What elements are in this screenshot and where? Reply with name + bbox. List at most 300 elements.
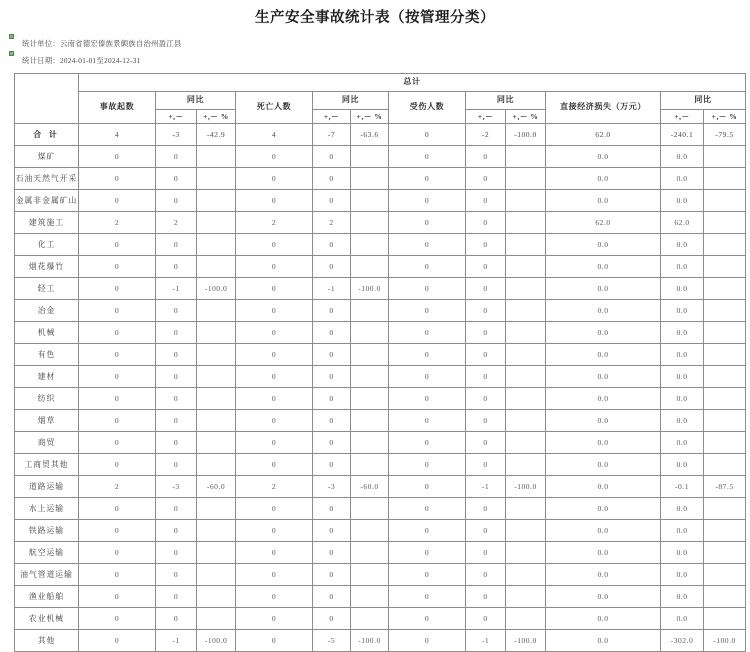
meta-value-date: 2024-01-01至2024-12-31 bbox=[59, 56, 141, 66]
row-value-cell: 0.0 bbox=[661, 168, 704, 190]
table-row bbox=[15, 124, 746, 146]
row-value-cell: 0 bbox=[313, 498, 351, 520]
row-value-cell: -100.0 bbox=[351, 630, 389, 652]
row-value-cell: 2 bbox=[79, 476, 156, 498]
row-value-cell: 0 bbox=[156, 234, 197, 256]
table-row bbox=[15, 608, 746, 630]
row-value-cell: 0 bbox=[236, 520, 313, 542]
row-value-cell: 0 bbox=[236, 498, 313, 520]
row-value-cell: -1 bbox=[466, 476, 506, 498]
row-category-label: 建材 bbox=[15, 366, 79, 388]
header-sub-accidents-pct: +,－ % bbox=[197, 110, 236, 124]
table-row bbox=[15, 212, 746, 234]
meta-line-date bbox=[0, 56, 750, 66]
row-value-cell: 0.0 bbox=[546, 300, 661, 322]
row-value-cell: -5 bbox=[313, 630, 351, 652]
row-value-cell: 0 bbox=[389, 608, 466, 630]
row-value-cell: 0 bbox=[313, 344, 351, 366]
row-value-cell bbox=[197, 300, 236, 322]
row-category-label: 油气管道运输 bbox=[15, 564, 79, 586]
row-value-cell: 0 bbox=[79, 366, 156, 388]
row-value-cell: 0 bbox=[79, 388, 156, 410]
meta-value-unit: 云南省德宏傣族景颇族自治州盈江县 bbox=[59, 39, 182, 49]
row-value-cell: 0 bbox=[466, 454, 506, 476]
row-value-cell: 0 bbox=[236, 344, 313, 366]
row-value-cell: -2 bbox=[466, 124, 506, 146]
row-value-cell: 0 bbox=[313, 388, 351, 410]
row-value-cell: 0 bbox=[313, 586, 351, 608]
row-value-cell: 0 bbox=[389, 190, 466, 212]
meta-label-unit: 统计单位： bbox=[22, 39, 60, 49]
row-value-cell: 0.0 bbox=[546, 256, 661, 278]
row-value-cell: 0.0 bbox=[546, 278, 661, 300]
row-value-cell: 2 bbox=[156, 212, 197, 234]
row-value-cell bbox=[506, 542, 546, 564]
row-value-cell: 0 bbox=[236, 608, 313, 630]
row-value-cell bbox=[704, 410, 746, 432]
row-value-cell: 0.0 bbox=[546, 190, 661, 212]
row-value-cell bbox=[351, 366, 389, 388]
row-value-cell bbox=[197, 146, 236, 168]
row-value-cell: 0 bbox=[313, 234, 351, 256]
smart-tag-icon[interactable] bbox=[9, 34, 14, 39]
row-value-cell bbox=[351, 586, 389, 608]
row-value-cell: 0.0 bbox=[546, 630, 661, 652]
table-row bbox=[15, 300, 746, 322]
row-value-cell: -42.9 bbox=[197, 124, 236, 146]
row-value-cell: 0.0 bbox=[661, 410, 704, 432]
row-value-cell: 0 bbox=[236, 542, 313, 564]
row-category-label: 航空运输 bbox=[15, 542, 79, 564]
row-category-label: 水上运输 bbox=[15, 498, 79, 520]
row-value-cell: 0 bbox=[79, 146, 156, 168]
row-value-cell: 0 bbox=[79, 278, 156, 300]
row-value-cell: 0 bbox=[79, 190, 156, 212]
table-head bbox=[15, 74, 746, 124]
row-value-cell: 0.0 bbox=[546, 454, 661, 476]
row-value-cell bbox=[506, 388, 546, 410]
row-value-cell: 0.0 bbox=[546, 366, 661, 388]
row-category-label: 其他 bbox=[15, 630, 79, 652]
row-value-cell: 0 bbox=[156, 146, 197, 168]
row-category-label: 渔业船舶 bbox=[15, 586, 79, 608]
row-value-cell bbox=[506, 190, 546, 212]
row-value-cell: 0.0 bbox=[661, 300, 704, 322]
row-value-cell: 0 bbox=[79, 344, 156, 366]
row-value-cell bbox=[704, 256, 746, 278]
row-value-cell: 0 bbox=[389, 454, 466, 476]
row-value-cell bbox=[704, 322, 746, 344]
table-row bbox=[15, 146, 746, 168]
row-value-cell: 0 bbox=[236, 234, 313, 256]
row-value-cell: 0.0 bbox=[661, 278, 704, 300]
row-category-label: 轻工 bbox=[15, 278, 79, 300]
row-value-cell bbox=[506, 278, 546, 300]
table-row bbox=[15, 366, 746, 388]
row-value-cell: 0 bbox=[466, 344, 506, 366]
row-category-label: 商贸 bbox=[15, 432, 79, 454]
row-value-cell: 0 bbox=[156, 168, 197, 190]
row-value-cell bbox=[506, 322, 546, 344]
row-value-cell: 0 bbox=[466, 322, 506, 344]
row-value-cell: 0 bbox=[466, 388, 506, 410]
row-value-cell: -1 bbox=[156, 630, 197, 652]
row-value-cell: 0 bbox=[236, 190, 313, 212]
row-value-cell: 62.0 bbox=[661, 212, 704, 234]
row-value-cell bbox=[506, 168, 546, 190]
table-row bbox=[15, 168, 746, 190]
row-value-cell bbox=[197, 190, 236, 212]
header-col-loss-yoy: 同比 bbox=[661, 92, 746, 110]
header-sub-accidents-diff: +,－ bbox=[156, 110, 197, 124]
row-value-cell: 0 bbox=[389, 256, 466, 278]
row-value-cell: 0 bbox=[389, 542, 466, 564]
table-row bbox=[15, 564, 746, 586]
row-value-cell bbox=[506, 432, 546, 454]
row-value-cell: 0.0 bbox=[546, 586, 661, 608]
row-value-cell bbox=[351, 454, 389, 476]
row-value-cell bbox=[351, 432, 389, 454]
row-value-cell bbox=[704, 608, 746, 630]
row-category-label: 农业机械 bbox=[15, 608, 79, 630]
row-category-label: 冶金 bbox=[15, 300, 79, 322]
row-value-cell: -100.0 bbox=[704, 630, 746, 652]
row-value-cell: 0.0 bbox=[546, 410, 661, 432]
table-row bbox=[15, 586, 746, 608]
row-value-cell bbox=[704, 586, 746, 608]
row-value-cell bbox=[704, 432, 746, 454]
row-value-cell bbox=[197, 542, 236, 564]
row-category-label: 道路运输 bbox=[15, 476, 79, 498]
table-row bbox=[15, 388, 746, 410]
row-value-cell: 0 bbox=[79, 410, 156, 432]
row-value-cell: 0 bbox=[389, 300, 466, 322]
row-value-cell: 62.0 bbox=[546, 124, 661, 146]
row-value-cell: 0.0 bbox=[661, 388, 704, 410]
row-value-cell: 0 bbox=[466, 190, 506, 212]
row-value-cell bbox=[197, 586, 236, 608]
row-value-cell: 0.0 bbox=[546, 564, 661, 586]
row-value-cell: 0 bbox=[156, 256, 197, 278]
row-value-cell: 0.0 bbox=[661, 454, 704, 476]
row-value-cell: 0 bbox=[466, 212, 506, 234]
row-value-cell: 0 bbox=[466, 432, 506, 454]
row-value-cell: 0.0 bbox=[661, 586, 704, 608]
row-value-cell: 0 bbox=[236, 586, 313, 608]
row-value-cell: -100.0 bbox=[197, 630, 236, 652]
header-col-injuries-yoy: 同比 bbox=[466, 92, 546, 110]
table-row bbox=[15, 256, 746, 278]
row-value-cell: 0 bbox=[466, 234, 506, 256]
row-value-cell: -240.1 bbox=[661, 124, 704, 146]
table-row bbox=[15, 190, 746, 212]
row-value-cell: 0 bbox=[156, 586, 197, 608]
row-value-cell bbox=[506, 212, 546, 234]
row-value-cell: 0 bbox=[156, 520, 197, 542]
row-value-cell: 0 bbox=[236, 256, 313, 278]
row-value-cell: 0 bbox=[236, 322, 313, 344]
row-value-cell: 0 bbox=[389, 520, 466, 542]
statistics-table bbox=[14, 73, 746, 652]
table-row bbox=[15, 410, 746, 432]
table-row bbox=[15, 476, 746, 498]
row-value-cell bbox=[704, 300, 746, 322]
row-value-cell bbox=[506, 234, 546, 256]
row-value-cell: 0 bbox=[466, 564, 506, 586]
row-value-cell: 0 bbox=[389, 432, 466, 454]
row-value-cell: 0.0 bbox=[661, 190, 704, 212]
row-category-label: 烟花爆竹 bbox=[15, 256, 79, 278]
row-value-cell: 0.0 bbox=[661, 366, 704, 388]
row-value-cell bbox=[506, 146, 546, 168]
row-value-cell bbox=[351, 498, 389, 520]
row-category-label: 工商贸其他 bbox=[15, 454, 79, 476]
row-value-cell bbox=[506, 410, 546, 432]
row-value-cell: 0 bbox=[236, 454, 313, 476]
statistics-table-container bbox=[0, 73, 750, 652]
row-value-cell: 0.0 bbox=[661, 520, 704, 542]
row-value-cell: -1 bbox=[313, 278, 351, 300]
row-value-cell: 0 bbox=[79, 322, 156, 344]
row-value-cell: 62.0 bbox=[546, 212, 661, 234]
row-value-cell: 0 bbox=[313, 542, 351, 564]
row-value-cell: 0 bbox=[313, 146, 351, 168]
row-value-cell bbox=[197, 366, 236, 388]
smart-tag-icon[interactable] bbox=[9, 51, 14, 56]
row-value-cell: 0 bbox=[156, 344, 197, 366]
row-value-cell: 0 bbox=[466, 498, 506, 520]
row-value-cell bbox=[351, 146, 389, 168]
row-value-cell: 0 bbox=[79, 498, 156, 520]
row-value-cell: 0 bbox=[236, 366, 313, 388]
row-value-cell: 0 bbox=[389, 322, 466, 344]
row-value-cell: 0 bbox=[79, 542, 156, 564]
row-value-cell: 0 bbox=[79, 432, 156, 454]
meta-label-date: 统计日期： bbox=[22, 56, 60, 66]
row-value-cell bbox=[351, 234, 389, 256]
row-value-cell: 0.0 bbox=[661, 608, 704, 630]
row-value-cell bbox=[197, 432, 236, 454]
row-value-cell: -302.0 bbox=[661, 630, 704, 652]
row-value-cell: 0 bbox=[236, 146, 313, 168]
row-category-label: 金属非金属矿山 bbox=[15, 190, 79, 212]
row-value-cell: 0 bbox=[313, 190, 351, 212]
row-value-cell bbox=[704, 168, 746, 190]
row-value-cell bbox=[351, 300, 389, 322]
row-value-cell: 0 bbox=[313, 564, 351, 586]
row-value-cell: 0 bbox=[313, 608, 351, 630]
row-value-cell: 4 bbox=[236, 124, 313, 146]
page-title: 生产安全事故统计表（按管理分类） bbox=[255, 10, 495, 26]
row-value-cell: 0 bbox=[466, 278, 506, 300]
header-row-group bbox=[15, 74, 746, 92]
row-value-cell: 0 bbox=[389, 278, 466, 300]
row-category-label: 机械 bbox=[15, 322, 79, 344]
row-value-cell bbox=[704, 212, 746, 234]
row-value-cell bbox=[704, 344, 746, 366]
row-value-cell: 0.0 bbox=[546, 344, 661, 366]
header-col-deaths: 死亡人数 bbox=[236, 92, 313, 124]
row-value-cell: 0 bbox=[466, 366, 506, 388]
row-value-cell: 0 bbox=[236, 278, 313, 300]
row-category-label: 纺织 bbox=[15, 388, 79, 410]
row-value-cell: 0 bbox=[313, 454, 351, 476]
table-row bbox=[15, 278, 746, 300]
row-value-cell: 0 bbox=[236, 564, 313, 586]
row-value-cell: 0.0 bbox=[661, 322, 704, 344]
row-value-cell: 0 bbox=[79, 630, 156, 652]
row-value-cell bbox=[506, 498, 546, 520]
row-value-cell bbox=[704, 564, 746, 586]
row-category-label: 合 计 bbox=[15, 124, 79, 146]
row-value-cell bbox=[351, 168, 389, 190]
row-value-cell bbox=[197, 454, 236, 476]
row-value-cell bbox=[506, 454, 546, 476]
row-value-cell: 0 bbox=[156, 542, 197, 564]
row-value-cell: 0 bbox=[79, 256, 156, 278]
header-col-deaths-yoy: 同比 bbox=[313, 92, 389, 110]
row-value-cell bbox=[197, 564, 236, 586]
row-value-cell: 0 bbox=[156, 454, 197, 476]
row-value-cell: 0 bbox=[313, 168, 351, 190]
row-value-cell: 0 bbox=[466, 520, 506, 542]
row-value-cell bbox=[351, 344, 389, 366]
row-value-cell: 0.0 bbox=[546, 542, 661, 564]
row-value-cell: 0 bbox=[389, 586, 466, 608]
row-value-cell: 0 bbox=[79, 586, 156, 608]
row-value-cell: 0.0 bbox=[661, 344, 704, 366]
row-value-cell: 0 bbox=[389, 564, 466, 586]
row-value-cell bbox=[197, 212, 236, 234]
row-value-cell: 0 bbox=[389, 476, 466, 498]
row-value-cell: 0.0 bbox=[546, 432, 661, 454]
row-value-cell: 0 bbox=[156, 190, 197, 212]
table-body bbox=[15, 124, 746, 652]
row-value-cell: 0 bbox=[79, 300, 156, 322]
row-value-cell: 0 bbox=[466, 410, 506, 432]
row-value-cell bbox=[506, 608, 546, 630]
row-value-cell bbox=[704, 190, 746, 212]
row-category-label: 建筑施工 bbox=[15, 212, 79, 234]
row-value-cell: 0 bbox=[313, 520, 351, 542]
row-value-cell bbox=[506, 564, 546, 586]
row-value-cell: 0.0 bbox=[546, 498, 661, 520]
row-value-cell: -60.0 bbox=[197, 476, 236, 498]
table-row bbox=[15, 520, 746, 542]
row-value-cell: 0 bbox=[466, 146, 506, 168]
row-value-cell: -79.5 bbox=[704, 124, 746, 146]
header-sub-loss-diff: +,－ bbox=[661, 110, 704, 124]
row-value-cell: 0 bbox=[156, 300, 197, 322]
row-value-cell: 0 bbox=[236, 432, 313, 454]
meta-line-unit bbox=[0, 39, 750, 49]
row-value-cell: 0.0 bbox=[661, 256, 704, 278]
table-row bbox=[15, 542, 746, 564]
row-value-cell bbox=[506, 520, 546, 542]
row-value-cell bbox=[704, 388, 746, 410]
row-value-cell: 0 bbox=[389, 146, 466, 168]
row-value-cell: 0 bbox=[313, 410, 351, 432]
report-meta bbox=[0, 39, 750, 66]
row-value-cell bbox=[351, 608, 389, 630]
row-value-cell: 0 bbox=[389, 366, 466, 388]
row-value-cell: 0 bbox=[79, 454, 156, 476]
row-value-cell: -100.0 bbox=[506, 630, 546, 652]
row-value-cell bbox=[704, 278, 746, 300]
table-row bbox=[15, 630, 746, 652]
row-value-cell: 4 bbox=[79, 124, 156, 146]
row-value-cell bbox=[351, 542, 389, 564]
row-value-cell bbox=[197, 498, 236, 520]
row-value-cell: 0 bbox=[236, 168, 313, 190]
row-value-cell bbox=[351, 322, 389, 344]
row-value-cell: 0 bbox=[466, 542, 506, 564]
row-value-cell: 0 bbox=[389, 410, 466, 432]
row-value-cell: 0 bbox=[389, 124, 466, 146]
row-value-cell bbox=[197, 520, 236, 542]
row-value-cell: 2 bbox=[236, 212, 313, 234]
row-value-cell: 0 bbox=[156, 432, 197, 454]
row-value-cell: -100.0 bbox=[351, 278, 389, 300]
row-value-cell: 0 bbox=[389, 344, 466, 366]
row-value-cell: 0 bbox=[313, 322, 351, 344]
header-sub-deaths-diff: +,－ bbox=[313, 110, 351, 124]
row-value-cell: 0 bbox=[156, 608, 197, 630]
row-value-cell: 0.0 bbox=[661, 498, 704, 520]
row-value-cell: 0 bbox=[389, 630, 466, 652]
table-row bbox=[15, 234, 746, 256]
row-value-cell bbox=[506, 300, 546, 322]
row-value-cell: 0 bbox=[466, 608, 506, 630]
row-category-label: 烟草 bbox=[15, 410, 79, 432]
header-row-main bbox=[15, 92, 746, 110]
row-value-cell: -3 bbox=[156, 124, 197, 146]
row-category-label: 化工 bbox=[15, 234, 79, 256]
row-value-cell: -63.6 bbox=[351, 124, 389, 146]
row-value-cell bbox=[197, 608, 236, 630]
row-value-cell bbox=[351, 190, 389, 212]
row-value-cell bbox=[197, 344, 236, 366]
row-value-cell: 0 bbox=[79, 608, 156, 630]
row-value-cell bbox=[704, 366, 746, 388]
row-value-cell: 0.0 bbox=[546, 146, 661, 168]
header-col-accidents-yoy: 同比 bbox=[156, 92, 236, 110]
row-value-cell: 0.0 bbox=[546, 520, 661, 542]
row-value-cell: 0 bbox=[389, 212, 466, 234]
row-value-cell: -1 bbox=[156, 278, 197, 300]
row-value-cell: 0 bbox=[156, 366, 197, 388]
table-row bbox=[15, 454, 746, 476]
row-value-cell bbox=[704, 520, 746, 542]
row-value-cell: 0 bbox=[156, 322, 197, 344]
row-value-cell: 0.0 bbox=[661, 542, 704, 564]
row-value-cell: 0 bbox=[156, 388, 197, 410]
row-value-cell bbox=[351, 520, 389, 542]
row-value-cell bbox=[704, 542, 746, 564]
row-value-cell: -0.1 bbox=[661, 476, 704, 498]
row-value-cell: 0 bbox=[389, 168, 466, 190]
row-category-label: 煤矿 bbox=[15, 146, 79, 168]
row-value-cell: 0 bbox=[389, 234, 466, 256]
row-value-cell: 0.0 bbox=[661, 432, 704, 454]
row-value-cell: 0.0 bbox=[661, 146, 704, 168]
row-value-cell bbox=[197, 256, 236, 278]
row-value-cell: 0 bbox=[156, 564, 197, 586]
table-row bbox=[15, 498, 746, 520]
row-value-cell: 0 bbox=[156, 410, 197, 432]
header-sub-deaths-pct: +,－ % bbox=[351, 110, 389, 124]
header-col-accidents: 事故起数 bbox=[79, 92, 156, 124]
